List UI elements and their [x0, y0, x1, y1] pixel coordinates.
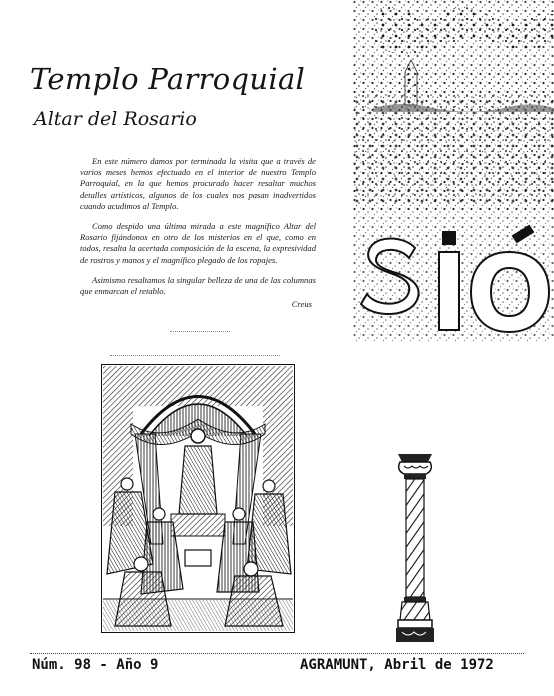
- article-paragraph-1: En este número damos por terminada la visita que a través de varios meses hemos efectuado en el interior de nuestro Templo Parroquial, en la que hemos procurado hacer resaltar muchos detalles artísticos, algunos de los cuales nos pasan inadvertidos cuando acudimos al Templo.: [80, 156, 316, 211]
- article-author: Creus: [291, 299, 312, 310]
- article-paragraph-2: Como despido una última mirada a este magnífico Altar del Rosario fijándonos en otro de los misterios en el que, como en todos, resalta la acertada composición de la escena, la expresividad de rostros y manos y el magnífico plegado de los ropajes.: [80, 221, 316, 265]
- footer-rule: [30, 653, 524, 655]
- article-body: [80, 156, 316, 310]
- column-illustration: [394, 452, 436, 645]
- article-title: Templo Parroquial: [30, 62, 306, 96]
- article-subtitle: Altar del Rosario: [34, 108, 197, 130]
- engraving-altar-rosario: [101, 364, 295, 633]
- article-paragraph-3: Asimismo resaltamos la singular belleza de una de las columnas que enmarcan el retablo.: [80, 274, 316, 297]
- cover-image: [353, 0, 554, 342]
- place-date: AGRAMUNT, Abril de 1972: [300, 657, 494, 673]
- issue-number: Núm. 98 - Año 9: [32, 657, 159, 673]
- scan-noise-line: [170, 331, 230, 333]
- scan-noise-line: [110, 355, 280, 357]
